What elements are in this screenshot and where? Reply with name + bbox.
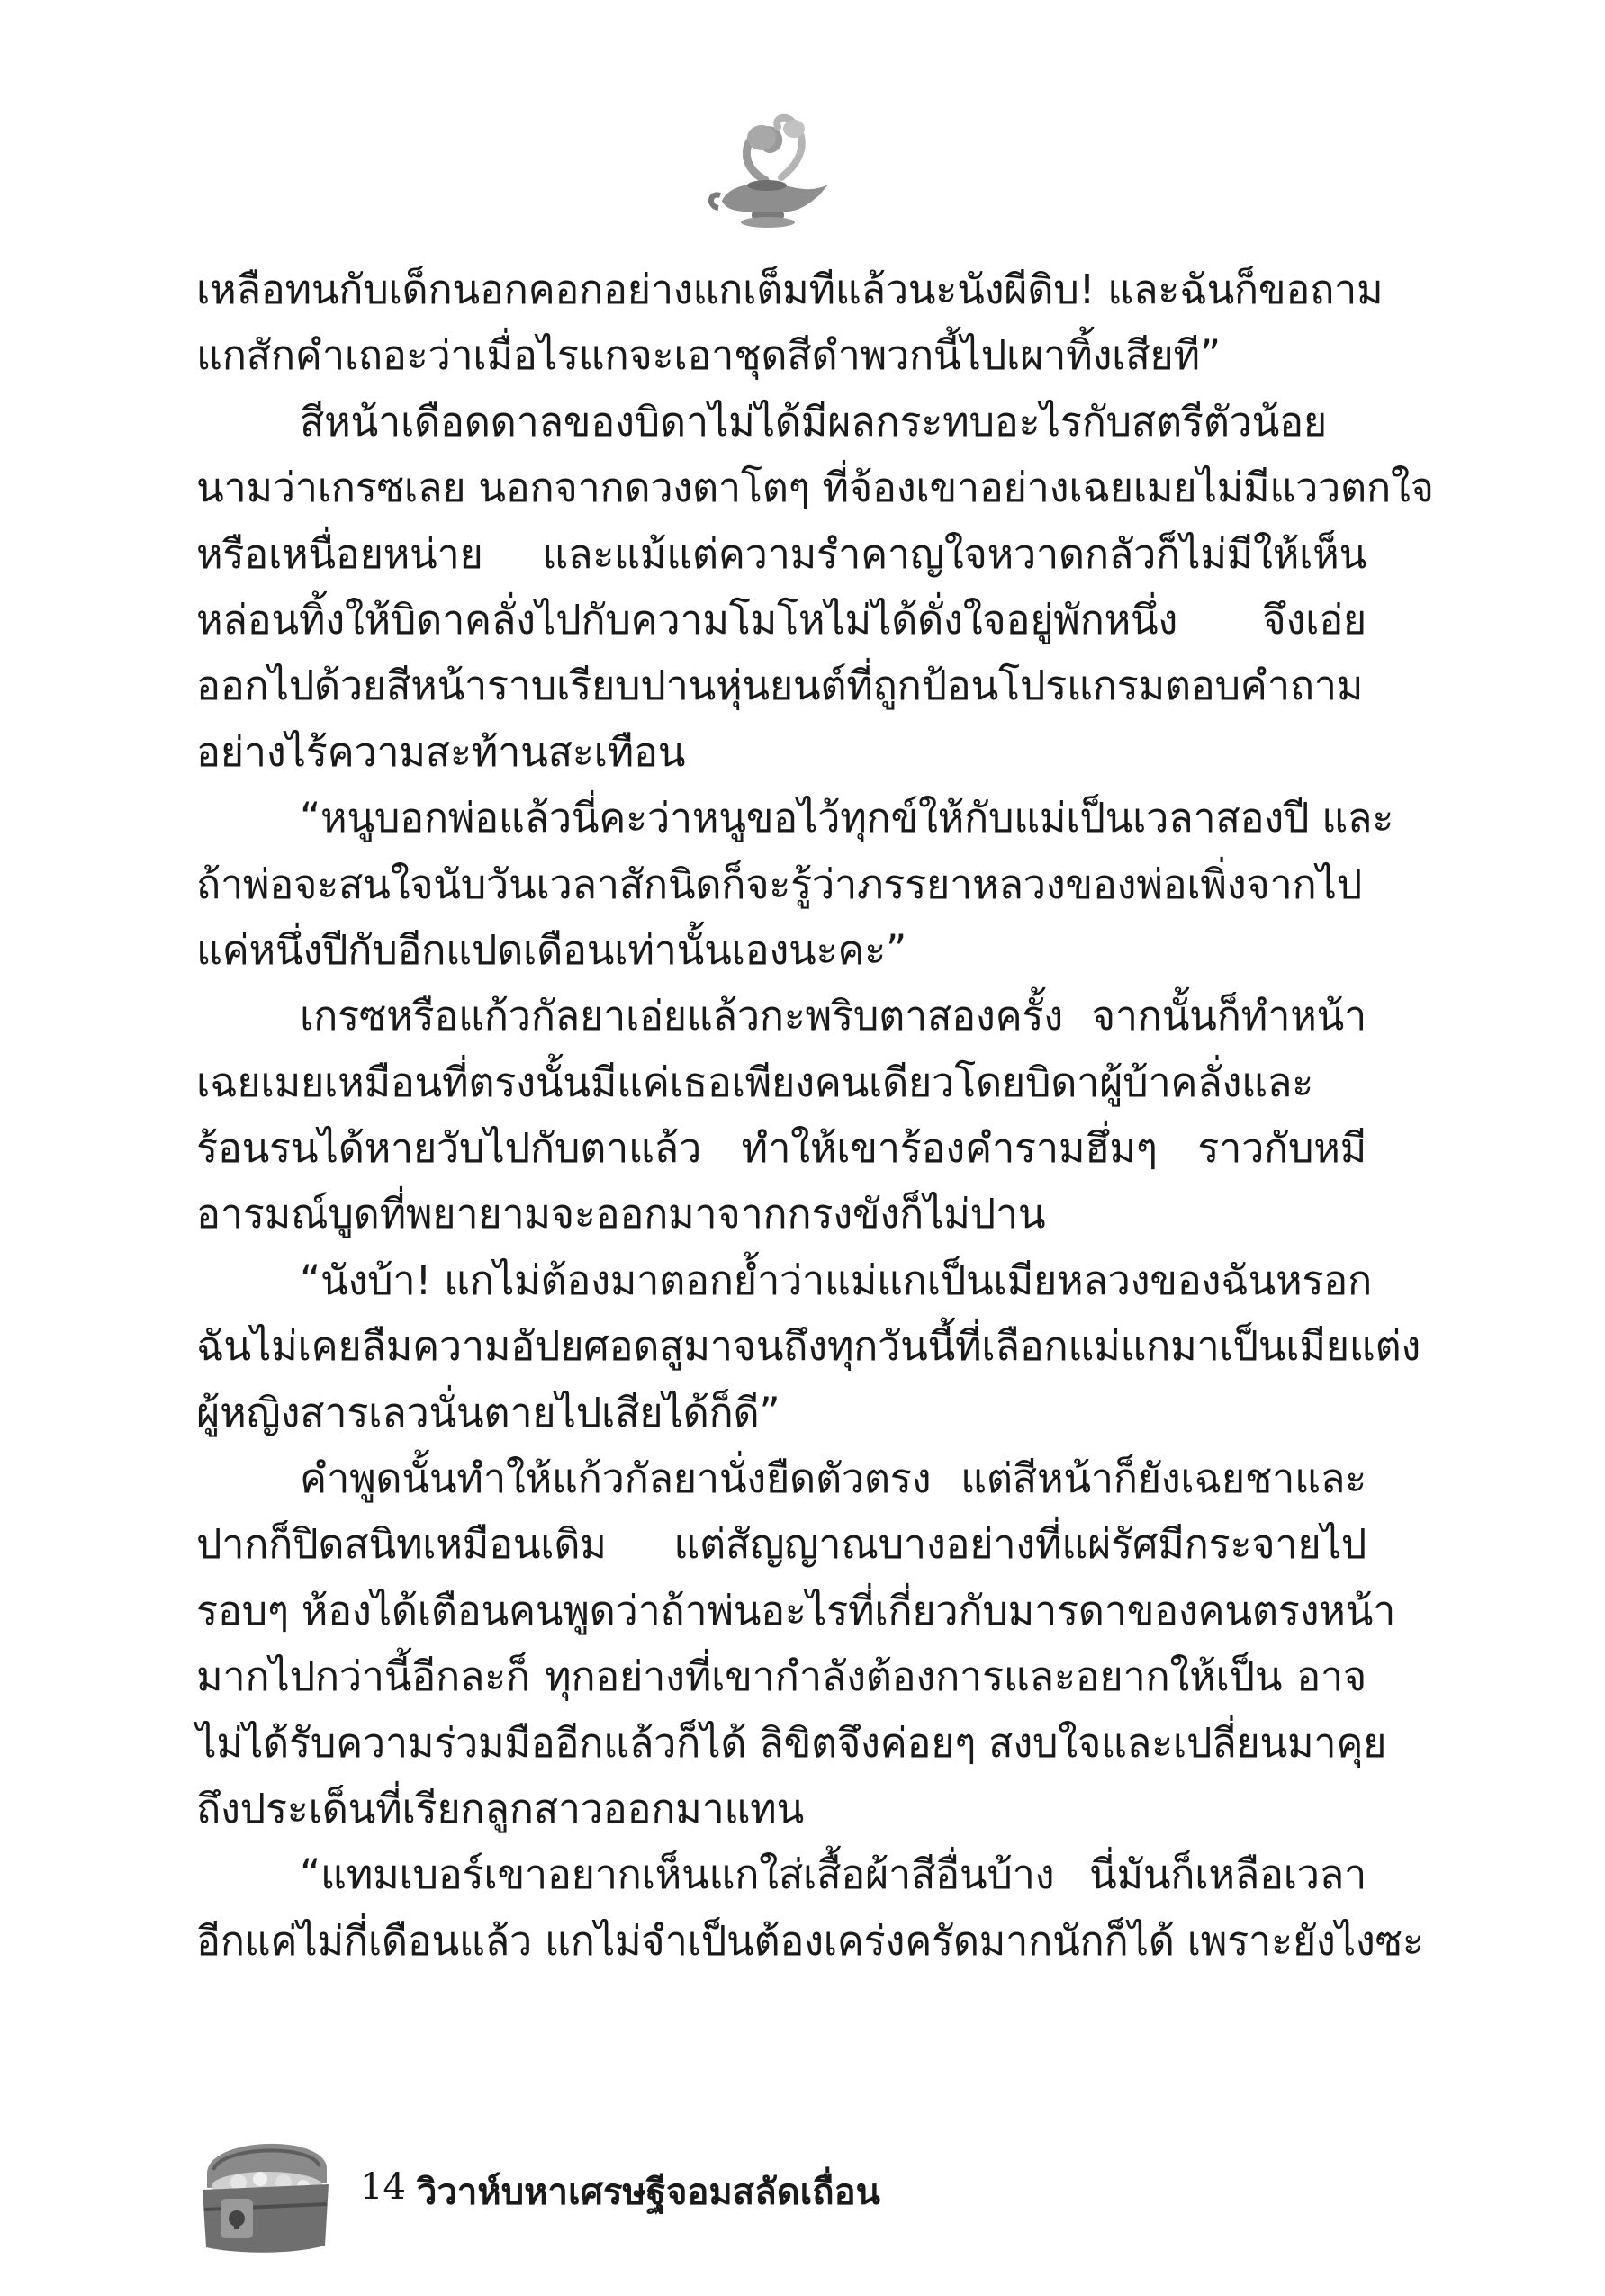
text-line: นามว่าเกรซเลย นอกจากดวงตาโตๆ ที่จ้องเขาอย่างเฉยเมยไม่มีแววตกใจ [196,464,1434,512]
book-title: วิวาห์บหาเศรษฐีจอมสลัดเถื่อน [417,2172,880,2213]
text-line: อีกแค่ไม่กี่เดือนแล้ว แกไม่จำเป็นต้องเคร่งครัดมากนักก็ได้ เพราะยังไงซะ [196,1916,1424,1965]
text-line: แกสักคำเถอะว่าเมื่อไรแกจะเอาชุดสีดำพวกนี้ไปเผาทิ้งเสียที” [196,331,1221,380]
text-line: อารมณ์บูดที่พยายามจะออกมาจากกรงขังก็ไม่ปาน [196,1190,1046,1238]
text-line: คำพูดนั้นทำให้แก้วกัลยานั่งยืดตัวตรง แต่สีหน้าก็ยังเฉยชาและ [300,1454,1366,1503]
text-line: “หนูบอกพ่อแล้วนี่คะว่าหนูขอไว้ทุกข์ให้กับแม่เป็นเวลาสองปี และ [300,794,1394,842]
text-line: “แทมเบอร์เขาอยากเห็นแกใส่เสื้อผ้าสีอื่นบ้าง นี่มันก็เหลือเวลา [300,1850,1366,1899]
text-line: ปากก็ปิดสนิทเหมือนเดิม แต่สัญญาณบางอย่างที่แผ่รัศมีกระจายไป [196,1520,1366,1569]
text-line: ฉันไม่เคยลืมความอัปยศอดสูมาจนถึงทุกวันนี้ที่เลือกแม่แกมาเป็นเมียแต่ง [196,1322,1421,1371]
text-line: อย่างไร้ความสะท้านสะเทือน [196,727,686,776]
text-line: หล่อนทิ้งให้บิดาคลั่งไปกับความโมโหไม่ได้ดั่งใจอยู่พักหนึ่ง จึงเอ่ย [196,595,1366,644]
text-line: สีหน้าเดือดดาลของบิดาไม่ได้มีผลกระทบอะไรกับสตรีตัวน้อย [300,397,1327,446]
text-line: ผู้หญิงสารเลวนั่นตายไปเสียได้ก็ดี” [196,1388,780,1436]
text-line: “นังบ้า! แกไม่ต้องมาตอกย้ำว่าแม่แกเป็นเมียหลวงของฉันหรอก [300,1256,1372,1304]
page-number: 14 [360,2166,406,2208]
magic-lamp-icon [702,95,846,239]
text-line: ถึงประเด็นที่เรียกลูกสาวออกมาแทน [196,1784,805,1832]
text-line: ถ้าพ่อจะสนใจนับวันเวลาสักนิดก็จะรู้ว่าภรรยาหลวงของพ่อเพิ่งจากไป [196,860,1363,908]
text-line: แค่หนึ่งปีกับอีกแปดเดือนเท่านั้นเองนะคะ” [196,925,907,974]
text-line: หรือเหนื่อยหน่าย และแม้แต่ความรำคาญใจหวาดกลัวก็ไม่มีให้เห็น [196,529,1366,578]
text-line: มากไปกว่านี้อีกละก็ ทุกอย่างที่เขากำลังต้องการและอยากให้เป็น อาจ [196,1652,1366,1701]
body-text [196,257,1434,1974]
text-line: ออกไปด้วยสีหน้าราบเรียบปานหุ่นยนต์ที่ถูกป้อนโปรแกรมตอบคำถาม [196,662,1364,710]
page-footer [185,2111,995,2264]
text-line: ไม่ได้รับความร่วมมืออีกแล้วก็ได้ ลิขิตจึงค่อยๆ สงบใจและเปลี่ยนมาคุย [196,1718,1387,1767]
text-line: เกรซหรือแก้วกัลยาเอ่ยแล้วกะพริบตาสองครั้ง จากนั้นก็ทำหน้า [300,992,1366,1040]
text-line: รอบๆ ห้องได้เตือนคนพูดว่าถ้าพ่นอะไรที่เกี่ยวกับมารดาของคนตรงหน้า [196,1586,1396,1634]
treasure-chest-icon [185,2111,347,2264]
text-line: เหลือทนกับเด็กนอกคอกอย่างแกเต็มทีแล้วนะนังผีดิบ! และฉันก็ขอถาม [196,266,1384,313]
text-line: ร้อนรนได้หายวับไปกับตาแล้ว ทำให้เขาร้องคำรามฮึ่มๆ ราวกับหมี [196,1124,1366,1173]
text-line: เฉยเมยเหมือนที่ตรงนั้นมีแค่เธอเพียงคนเดียวโดยบิดาผู้บ้าคลั่งและ [196,1058,1314,1106]
